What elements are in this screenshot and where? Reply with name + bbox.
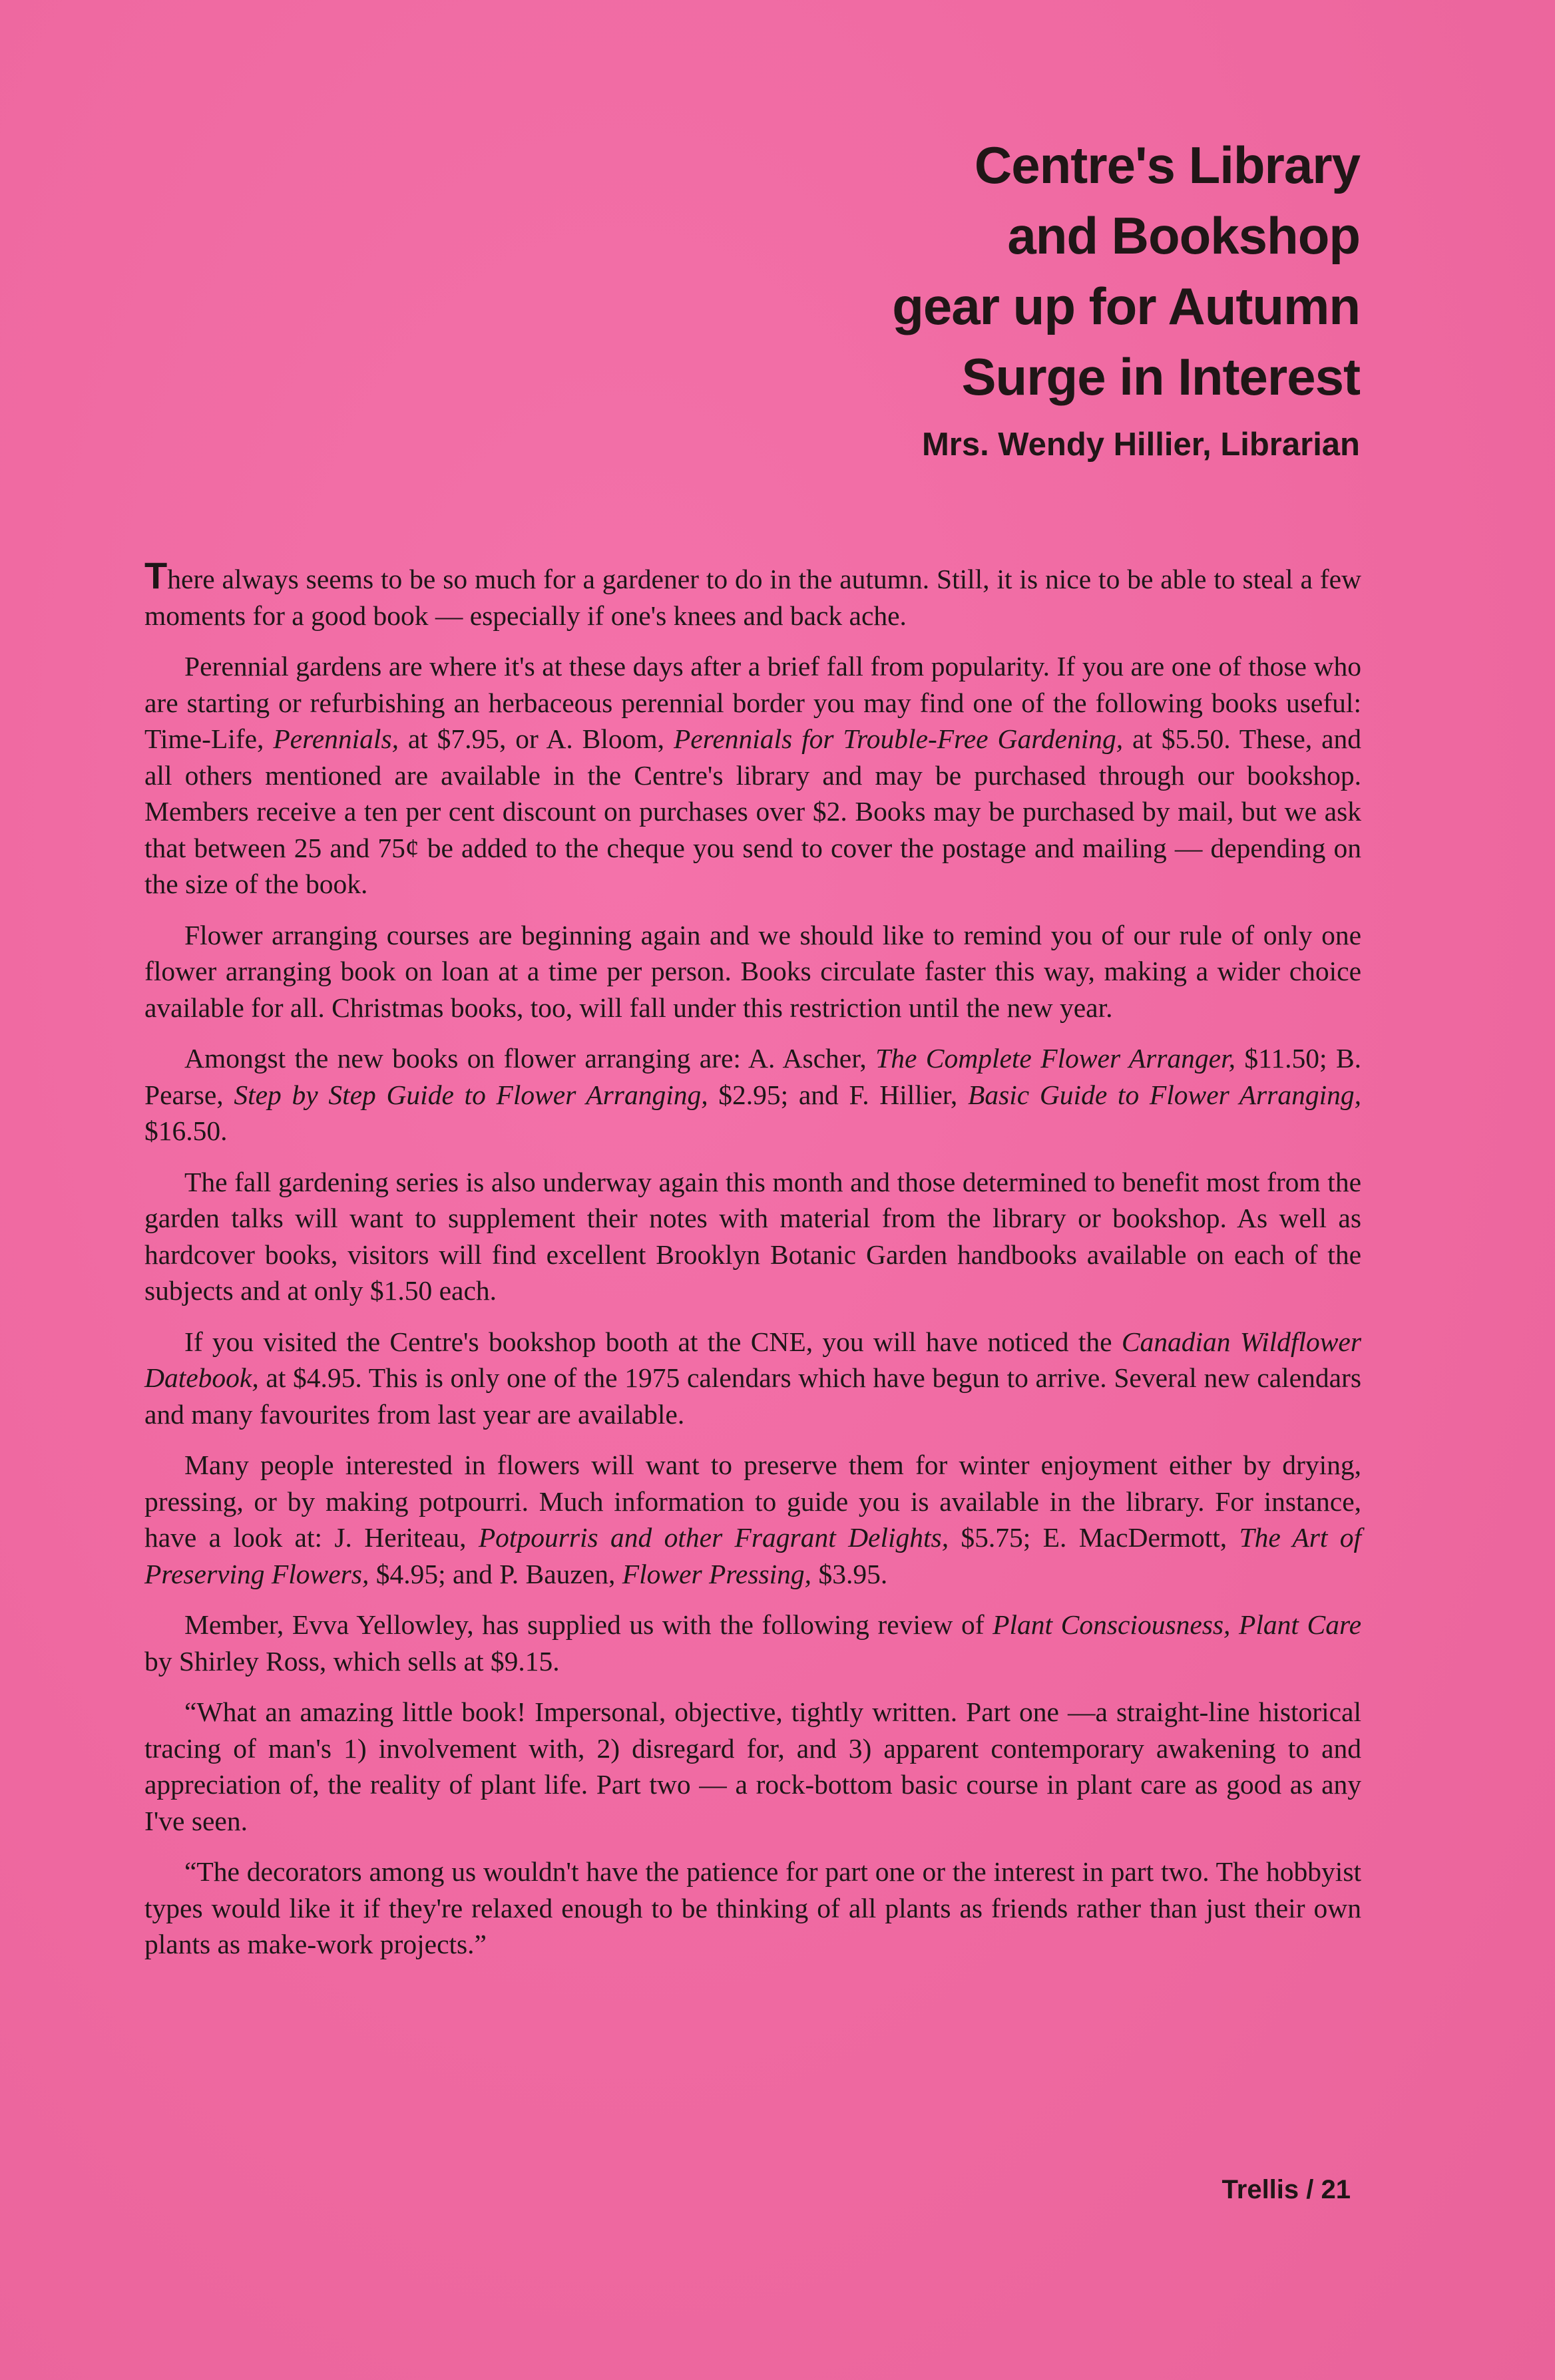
- paragraph: [144, 554, 1361, 634]
- paragraph: Flower arranging courses are beginning again and we should like to remind you of our rule of only one flower arranging book on loan at a time per person. Books circulate faster this way, making a wider choice available for all. Christmas books, too, will fall under this restriction until the new year.: [144, 919, 1361, 1023]
- paragraph-text: $16.50.: [144, 1115, 228, 1146]
- paragraph-text: $2.95; and F. Hillier,: [708, 1079, 968, 1110]
- paragraph-text: Many people interested in flowers will want to preserve them for winter enjoyment either by drying, pressing, or by making potpourri. Much information to guide you is available in the library. For instance, have a look at: J. Heriteau,: [144, 1450, 1361, 1553]
- paragraph: [144, 1447, 1361, 1592]
- paragraph-text: $3.95.: [811, 1558, 888, 1589]
- paragraph: [144, 1324, 1361, 1433]
- book-title: The Art of Preserving Flowers,: [144, 1522, 1362, 1589]
- paragraph-text: $4.95; and P. Bauzen,: [369, 1558, 622, 1589]
- headline-line: Surge in Interest: [961, 347, 1360, 406]
- book-title: Perennials for Trouble-Free Gardening,: [673, 723, 1124, 754]
- paragraph-text: If you visited the Centre's bookshop booth at the CNE, you will have noticed the: [184, 1326, 1122, 1357]
- headline-line: and Bookshop: [1007, 206, 1360, 265]
- paragraph: “The decorators among us wouldn't have the patience for part one or the interest in part two. The hobbyist types would like it if they're relaxed enough to be thinking of all plants as friends rather than just their own plants as make-work projects.”: [144, 1856, 1361, 1959]
- book-title: The Complete Flower Arranger,: [875, 1043, 1236, 1074]
- paragraph-text: at $4.95. This is only one of the 1975 calendars which have begun to arrive. Several new calendars and many favourites from last year are available.: [144, 1362, 1361, 1430]
- paragraph-text: at $7.95, or A. Bloom,: [398, 723, 674, 754]
- paragraph: [144, 1040, 1361, 1149]
- paragraph: The fall gardening series is also underway again this month and those determined to benefit most from the garden talks will want to supplement their notes with material from the library or bookshop. As well as hardcover books, visitors will find excellent Brooklyn Botanic Garden handbooks available on each of the subjects and at only $1.50 each.: [144, 1166, 1361, 1306]
- book-title: Potpourris and other Fragrant Delights,: [478, 1522, 949, 1553]
- paragraph-text: Member, Evva Yellowley, has supplied us with the following review of: [184, 1609, 993, 1640]
- paragraph: “What an amazing little book! Impersonal, objective, tightly written. Part one —a straight-line historical tracing of man's 1) involvement with, 2) disregard for, and 3) apparent contemporary awakening to and appreciation of, the reality of plant life. Part two — a rock-bottom basic course in plant care as good as any I've seen.: [144, 1696, 1361, 1836]
- drop-cap: T: [144, 554, 168, 596]
- paragraph-text: at $5.50. These, and all others mentioned are available in the Centre's library and may be purchased through our bookshop. Members receive a ten per cent discount on purchases over $2. Books may be purchased by mail, but we ask that between 25 and 75¢ be added to the cheque you send to cover the postage and mailing — depending on the size of the book.: [144, 723, 1361, 899]
- paragraph: [144, 648, 1361, 902]
- book-title: Perennials,: [273, 723, 399, 754]
- book-title: Step by Step Guide to Flower Arranging,: [234, 1079, 708, 1110]
- paragraph-text: $11.50; B. Pearse,: [144, 1043, 1361, 1110]
- book-title: Canadian Wildflower Datebook,: [144, 1326, 1361, 1393]
- article-headline: [892, 130, 1360, 412]
- paragraph-text: $5.75; E. MacDermott,: [949, 1522, 1239, 1553]
- page-footer: Trellis / 21: [1222, 2175, 1351, 2204]
- paragraph: [144, 1607, 1361, 1679]
- headline-line: Centre's Library: [974, 136, 1360, 194]
- article-body: [144, 554, 1362, 1977]
- paragraph-text: here always seems to be so much for a gardener to do in the autumn. Still, it is nice to be able to steal a few moments for a good book — especially if one's knees and back ache.: [144, 564, 1361, 631]
- book-title: Flower Pressing,: [622, 1558, 812, 1589]
- paragraph-text: Amongst the new books on flower arranging are: A. Ascher,: [184, 1043, 876, 1074]
- author-byline: Mrs. Wendy Hillier, Librarian: [921, 427, 1360, 463]
- paragraph-text: Perennial gardens are where it's at these days after a brief fall from popularity. If you are one of those who are starting or refurbishing an herbaceous perennial border you may find one of the following books useful: Time-Life,: [144, 651, 1361, 754]
- book-title: Plant Consciousness, Plant Care: [993, 1609, 1361, 1640]
- paragraph-text: by Shirley Ross, which sells at $9.15.: [144, 1645, 560, 1677]
- headline-line: gear up for Autumn: [892, 277, 1360, 335]
- book-title: Basic Guide to Flower Arranging,: [967, 1079, 1361, 1110]
